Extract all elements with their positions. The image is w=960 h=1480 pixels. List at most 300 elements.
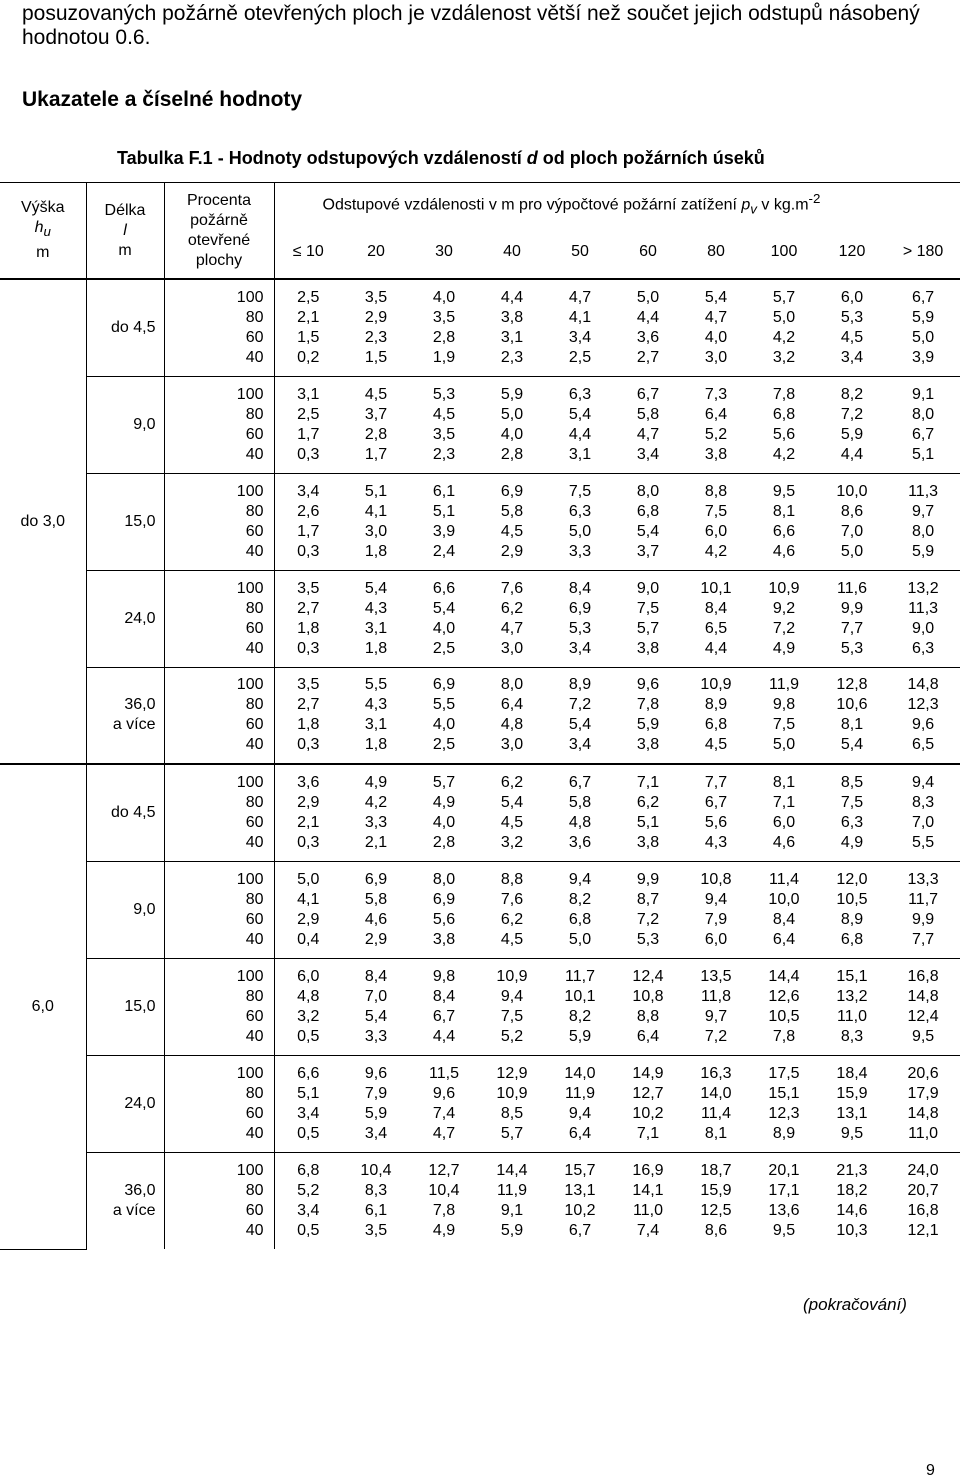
distance-value: 8,9 bbox=[840, 910, 864, 928]
distance-value: 10,1 bbox=[564, 987, 596, 1005]
percent-value: 60 bbox=[245, 716, 264, 734]
distance-cell bbox=[342, 861, 410, 958]
length-cell: 9,0 bbox=[86, 861, 164, 958]
distance-cell bbox=[682, 861, 750, 958]
distance-value: 4,4 bbox=[636, 308, 660, 326]
distance-value: 8,1 bbox=[772, 773, 796, 791]
distance-value: 3,2 bbox=[500, 833, 524, 851]
percent-value: 60 bbox=[245, 425, 264, 443]
distance-value: 6,7 bbox=[911, 288, 935, 306]
distance-value: 8,4 bbox=[704, 599, 728, 617]
load-header-3: 40 bbox=[503, 242, 521, 260]
distance-cell bbox=[614, 570, 682, 667]
distance-cell bbox=[410, 764, 478, 861]
distance-value: 5,1 bbox=[432, 502, 456, 520]
distance-value: 4,3 bbox=[364, 599, 388, 617]
table-row bbox=[0, 861, 960, 958]
distance-value: 12,4 bbox=[907, 1007, 939, 1025]
distance-value: 8,6 bbox=[704, 1221, 728, 1239]
distance-value: 5,9 bbox=[911, 542, 935, 560]
distance-value: 5,7 bbox=[500, 1124, 524, 1142]
distance-value: 8,3 bbox=[364, 1181, 388, 1199]
distance-value: 13,3 bbox=[907, 870, 939, 888]
distance-value: 4,1 bbox=[568, 308, 592, 326]
distance-value: 7,2 bbox=[568, 696, 592, 714]
percent-cell bbox=[164, 1152, 274, 1249]
distance-value: 0,5 bbox=[297, 1124, 320, 1142]
distance-cell bbox=[546, 958, 614, 1055]
distance-value: 5,8 bbox=[364, 890, 388, 908]
distance-value: 11,4 bbox=[701, 1104, 731, 1122]
distance-value: 9,9 bbox=[911, 910, 935, 928]
distance-value: 12,6 bbox=[768, 987, 800, 1005]
distance-value: 8,7 bbox=[636, 890, 660, 908]
distance-value: 2,4 bbox=[432, 542, 456, 560]
distance-value: 10,5 bbox=[768, 1007, 800, 1025]
percent-value: 60 bbox=[245, 813, 264, 831]
distance-cell bbox=[886, 861, 960, 958]
distance-value: 10,0 bbox=[768, 890, 800, 908]
distance-value: 5,3 bbox=[840, 308, 864, 326]
distance-value: 4,1 bbox=[297, 890, 320, 908]
distance-cell bbox=[682, 764, 750, 861]
distance-value: 5,0 bbox=[772, 736, 796, 754]
distance-value: 5,7 bbox=[636, 619, 660, 637]
distance-cell bbox=[750, 376, 818, 473]
distance-value: 1,8 bbox=[297, 619, 320, 637]
distance-value: 4,4 bbox=[568, 425, 592, 443]
distance-value: 5,8 bbox=[568, 793, 592, 811]
distance-value: 4,0 bbox=[432, 619, 456, 637]
distance-value: 14,0 bbox=[700, 1084, 732, 1102]
section-heading: Ukazatele a číselné hodnoty bbox=[22, 88, 303, 111]
distance-value: 6,1 bbox=[432, 482, 456, 500]
distance-value: 0,3 bbox=[297, 736, 320, 754]
distance-value: 4,7 bbox=[636, 425, 660, 443]
distance-cell bbox=[614, 473, 682, 570]
distance-cell bbox=[614, 279, 682, 376]
distance-cell bbox=[478, 764, 546, 861]
distance-cell bbox=[410, 473, 478, 570]
distance-value: 6,8 bbox=[704, 716, 728, 734]
distance-value: 4,6 bbox=[772, 833, 796, 851]
distance-value: 7,5 bbox=[704, 502, 728, 520]
distance-value: 5,3 bbox=[432, 385, 456, 403]
distance-value: 8,4 bbox=[364, 967, 388, 985]
distance-value: 9,8 bbox=[772, 696, 796, 714]
percent-value: 80 bbox=[245, 1181, 264, 1199]
distance-value: 3,5 bbox=[364, 288, 388, 306]
distance-cell bbox=[818, 764, 886, 861]
distance-value: 13,2 bbox=[907, 579, 939, 597]
distance-value: 2,7 bbox=[636, 348, 660, 366]
distance-value: 8,8 bbox=[636, 1007, 660, 1025]
distance-value: 12,0 bbox=[836, 870, 868, 888]
distance-value: 1,8 bbox=[297, 716, 320, 734]
distance-cell bbox=[342, 376, 410, 473]
percent-cell bbox=[164, 1055, 274, 1152]
distance-value: 10,9 bbox=[496, 967, 528, 985]
distance-cell bbox=[274, 376, 342, 473]
distance-cell bbox=[886, 376, 960, 473]
distance-cell bbox=[750, 861, 818, 958]
distance-value: 3,7 bbox=[364, 405, 388, 423]
distance-value: 5,7 bbox=[432, 773, 456, 791]
distance-value: 5,9 bbox=[636, 716, 660, 734]
distance-cell bbox=[342, 667, 410, 764]
distance-value: 4,6 bbox=[772, 542, 796, 560]
distance-value: 7,5 bbox=[840, 793, 864, 811]
distance-cell bbox=[274, 1152, 342, 1249]
distance-value: 4,5 bbox=[500, 930, 524, 948]
distance-cell bbox=[886, 279, 960, 376]
distance-value: 11,3 bbox=[908, 482, 939, 500]
distance-value: 3,5 bbox=[432, 425, 456, 443]
distances-header-exponent: -2 bbox=[808, 191, 821, 207]
distance-value: 9,0 bbox=[636, 579, 660, 597]
distance-cell bbox=[682, 570, 750, 667]
distance-value: 7,0 bbox=[840, 522, 864, 540]
percent-value: 80 bbox=[245, 1084, 264, 1102]
distance-value: 6,7 bbox=[911, 425, 935, 443]
height-cell: 6,0 bbox=[0, 764, 86, 1249]
length-header bbox=[86, 183, 164, 280]
distance-value: 3,6 bbox=[568, 833, 592, 851]
table-row bbox=[0, 667, 960, 764]
distance-value: 13,1 bbox=[836, 1104, 868, 1122]
percent-cell bbox=[164, 764, 274, 861]
distance-cell bbox=[750, 279, 818, 376]
distance-value: 11,9 bbox=[497, 1181, 527, 1199]
table-row bbox=[0, 764, 960, 861]
distance-value: 11,8 bbox=[701, 987, 731, 1005]
distance-value: 7,1 bbox=[636, 1124, 660, 1142]
distance-value: 5,9 bbox=[840, 425, 864, 443]
distance-cell bbox=[614, 1055, 682, 1152]
distance-value: 14,8 bbox=[907, 676, 939, 694]
distance-value: 8,8 bbox=[500, 870, 524, 888]
distance-value: 8,5 bbox=[840, 773, 864, 791]
distance-cell bbox=[478, 279, 546, 376]
distance-value: 3,3 bbox=[568, 542, 592, 560]
distance-value: 12,7 bbox=[632, 1084, 664, 1102]
length-header-label: Délka bbox=[104, 201, 146, 219]
distance-value: 9,8 bbox=[432, 967, 456, 985]
percent-value: 80 bbox=[245, 405, 264, 423]
distance-value: 4,2 bbox=[772, 328, 796, 346]
distance-cell bbox=[682, 376, 750, 473]
distance-value: 10,3 bbox=[836, 1221, 868, 1239]
distance-value: 2,3 bbox=[500, 348, 524, 366]
percent-cell bbox=[164, 667, 274, 764]
distance-value: 13,1 bbox=[564, 1181, 596, 1199]
table-row bbox=[0, 1152, 960, 1249]
distance-value: 3,4 bbox=[297, 1104, 320, 1122]
height-header-unit: m bbox=[36, 243, 50, 261]
percent-value: 100 bbox=[236, 773, 264, 791]
distance-value: 5,1 bbox=[364, 482, 388, 500]
distance-value: 8,4 bbox=[772, 910, 796, 928]
distance-value: 3,5 bbox=[297, 676, 320, 694]
distance-value: 4,5 bbox=[840, 328, 864, 346]
distance-value: 10,4 bbox=[428, 1181, 460, 1199]
distance-cell bbox=[342, 958, 410, 1055]
distance-value: 5,4 bbox=[432, 599, 456, 617]
distance-value: 8,6 bbox=[840, 502, 864, 520]
distance-cell bbox=[274, 570, 342, 667]
distance-value: 4,0 bbox=[704, 328, 728, 346]
percent-cell bbox=[164, 376, 274, 473]
percent-value: 80 bbox=[245, 890, 264, 908]
distances-header-symbol: p bbox=[741, 196, 751, 214]
distance-value: 7,0 bbox=[911, 813, 935, 831]
distance-value: 3,8 bbox=[500, 308, 524, 326]
distance-value: 8,2 bbox=[568, 1007, 592, 1025]
distance-value: 11,0 bbox=[837, 1007, 867, 1025]
distance-value: 8,5 bbox=[500, 1104, 524, 1122]
distance-cell bbox=[750, 1152, 818, 1249]
distance-value: 6,9 bbox=[500, 482, 524, 500]
distance-value: 0,3 bbox=[297, 639, 320, 657]
distance-value: 10,0 bbox=[836, 482, 868, 500]
distance-value: 6,0 bbox=[704, 522, 728, 540]
distance-cell bbox=[478, 1055, 546, 1152]
distance-value: 2,5 bbox=[432, 639, 456, 657]
distance-value: 6,0 bbox=[840, 288, 864, 306]
distance-value: 5,5 bbox=[432, 696, 456, 714]
distance-value: 5,9 bbox=[911, 308, 935, 326]
distance-value: 5,4 bbox=[568, 405, 592, 423]
distance-value: 12,3 bbox=[768, 1104, 800, 1122]
distance-value: 6,7 bbox=[636, 385, 660, 403]
distance-value: 5,9 bbox=[500, 385, 524, 403]
distance-value: 6,5 bbox=[911, 736, 935, 754]
length-cell: 15,0 bbox=[86, 958, 164, 1055]
table-row bbox=[0, 376, 960, 473]
distance-cell bbox=[546, 279, 614, 376]
distance-cell bbox=[818, 861, 886, 958]
distance-value: 7,2 bbox=[636, 910, 660, 928]
distance-value: 1,8 bbox=[364, 639, 388, 657]
distance-value: 6,5 bbox=[704, 619, 728, 637]
distance-value: 10,1 bbox=[700, 579, 732, 597]
distance-value: 4,0 bbox=[432, 813, 456, 831]
distance-value: 1,9 bbox=[432, 348, 456, 366]
distance-value: 7,1 bbox=[636, 773, 660, 791]
distance-value: 9,5 bbox=[772, 1221, 796, 1239]
distance-value: 5,7 bbox=[772, 288, 796, 306]
distance-value: 5,3 bbox=[636, 930, 660, 948]
distance-cell bbox=[682, 667, 750, 764]
distance-value: 4,4 bbox=[840, 445, 864, 463]
distance-table bbox=[0, 182, 960, 1250]
distance-value: 8,2 bbox=[840, 385, 864, 403]
distance-value: 3,3 bbox=[364, 813, 388, 831]
height-header-sub: u bbox=[43, 224, 51, 240]
distance-value: 2,6 bbox=[297, 502, 320, 520]
distance-value: 9,6 bbox=[432, 1084, 456, 1102]
distance-value: 2,9 bbox=[297, 910, 320, 928]
distance-cell bbox=[614, 764, 682, 861]
distance-value: 10,9 bbox=[768, 579, 800, 597]
distance-value: 11,6 bbox=[837, 579, 867, 597]
distance-value: 3,2 bbox=[297, 1007, 320, 1025]
distance-value: 12,4 bbox=[632, 967, 664, 985]
distance-value: 9,4 bbox=[500, 987, 524, 1005]
distance-value: 9,6 bbox=[636, 676, 660, 694]
distance-value: 5,4 bbox=[840, 736, 864, 754]
distance-cell bbox=[274, 473, 342, 570]
distance-value: 4,5 bbox=[500, 522, 524, 540]
distance-value: 5,0 bbox=[636, 288, 660, 306]
distance-value: 7,8 bbox=[432, 1201, 456, 1219]
percent-value: 40 bbox=[245, 1124, 264, 1142]
distance-value: 5,0 bbox=[568, 522, 592, 540]
distance-value: 4,5 bbox=[704, 736, 728, 754]
distance-value: 18,7 bbox=[700, 1161, 732, 1179]
distance-value: 10,8 bbox=[700, 870, 732, 888]
distance-value: 5,0 bbox=[568, 930, 592, 948]
distance-cell bbox=[342, 473, 410, 570]
distance-value: 4,9 bbox=[840, 833, 864, 851]
table-row bbox=[0, 1055, 960, 1152]
distance-value: 11,5 bbox=[429, 1064, 459, 1082]
distance-value: 0,5 bbox=[297, 1027, 320, 1045]
load-header-2: 30 bbox=[435, 242, 453, 260]
distance-value: 7,2 bbox=[840, 405, 864, 423]
distance-value: 17,9 bbox=[907, 1084, 939, 1102]
distance-cell bbox=[818, 473, 886, 570]
table-row bbox=[0, 958, 960, 1055]
distance-value: 6,6 bbox=[297, 1064, 320, 1082]
distance-cell bbox=[886, 1055, 960, 1152]
percent-value: 60 bbox=[245, 619, 264, 637]
distance-value: 7,6 bbox=[500, 890, 524, 908]
distance-value: 14,9 bbox=[632, 1064, 664, 1082]
distance-value: 2,9 bbox=[364, 930, 388, 948]
distance-value: 9,7 bbox=[704, 1007, 728, 1025]
distance-value: 8,3 bbox=[911, 793, 935, 811]
distance-value: 3,0 bbox=[704, 348, 728, 366]
distance-value: 5,0 bbox=[500, 405, 524, 423]
distance-value: 13,2 bbox=[836, 987, 868, 1005]
distance-value: 6,9 bbox=[568, 599, 592, 617]
distance-value: 2,8 bbox=[432, 328, 456, 346]
distance-value: 3,6 bbox=[636, 328, 660, 346]
distance-value: 7,4 bbox=[432, 1104, 456, 1122]
distance-cell bbox=[342, 570, 410, 667]
distance-value: 2,9 bbox=[364, 308, 388, 326]
distance-value: 9,1 bbox=[911, 385, 935, 403]
distance-value: 4,0 bbox=[500, 425, 524, 443]
percent-value: 40 bbox=[245, 930, 264, 948]
distance-value: 7,7 bbox=[911, 930, 935, 948]
distance-value: 8,1 bbox=[704, 1124, 728, 1142]
distance-value: 4,0 bbox=[432, 288, 456, 306]
height-header-label: Výška bbox=[20, 199, 65, 217]
percent-header: Procenta požárně otevřené plochy bbox=[164, 183, 274, 280]
load-header-5: 60 bbox=[639, 242, 657, 260]
distance-value: 6,4 bbox=[568, 1124, 592, 1142]
distance-value: 10,2 bbox=[564, 1201, 596, 1219]
distance-value: 3,4 bbox=[636, 445, 660, 463]
distance-value: 5,9 bbox=[568, 1027, 592, 1045]
distance-value: 3,6 bbox=[297, 773, 320, 791]
distance-value: 5,2 bbox=[704, 425, 728, 443]
percent-value: 80 bbox=[245, 308, 264, 326]
distance-value: 9,7 bbox=[911, 502, 935, 520]
distance-value: 7,6 bbox=[500, 579, 524, 597]
distance-value: 4,3 bbox=[704, 833, 728, 851]
distance-cell bbox=[342, 279, 410, 376]
distance-value: 6,7 bbox=[704, 793, 728, 811]
distance-value: 0,4 bbox=[297, 930, 320, 948]
percent-value: 60 bbox=[245, 910, 264, 928]
distance-value: 5,9 bbox=[364, 1104, 388, 1122]
distance-value: 2,1 bbox=[297, 308, 320, 326]
distance-cell bbox=[274, 764, 342, 861]
percent-value: 100 bbox=[236, 870, 264, 888]
distance-value: 3,1 bbox=[364, 619, 388, 637]
distance-value: 6,7 bbox=[568, 1221, 592, 1239]
percent-value: 80 bbox=[245, 502, 264, 520]
distance-value: 6,4 bbox=[636, 1027, 660, 1045]
percent-value: 40 bbox=[245, 639, 264, 657]
distance-value: 2,8 bbox=[500, 445, 524, 463]
percent-value: 100 bbox=[236, 1064, 264, 1082]
table-title-suffix: od ploch požárních úseků bbox=[537, 148, 765, 168]
distance-value: 7,9 bbox=[364, 1084, 388, 1102]
distance-value: 16,9 bbox=[632, 1161, 664, 1179]
distance-value: 8,0 bbox=[500, 676, 524, 694]
distance-value: 14,1 bbox=[632, 1181, 664, 1199]
distance-cell bbox=[546, 1055, 614, 1152]
distance-value: 3,5 bbox=[432, 308, 456, 326]
distance-value: 2,5 bbox=[297, 405, 320, 423]
distance-cell bbox=[750, 667, 818, 764]
distance-value: 4,3 bbox=[364, 696, 388, 714]
distance-cell bbox=[274, 667, 342, 764]
distance-cell bbox=[750, 958, 818, 1055]
distance-value: 12,7 bbox=[428, 1161, 460, 1179]
distance-cell bbox=[342, 764, 410, 861]
distance-value: 3,0 bbox=[500, 736, 524, 754]
distance-cell bbox=[886, 473, 960, 570]
distance-value: 7,4 bbox=[636, 1221, 660, 1239]
distance-value: 6,4 bbox=[500, 696, 524, 714]
distance-value: 11,0 bbox=[633, 1201, 663, 1219]
distances-header bbox=[274, 183, 960, 226]
distance-value: 16,8 bbox=[907, 967, 939, 985]
distance-value: 5,6 bbox=[432, 910, 456, 928]
distance-value: 10,2 bbox=[632, 1104, 664, 1122]
distance-value: 1,5 bbox=[297, 328, 320, 346]
percent-value: 60 bbox=[245, 1104, 264, 1122]
distance-value: 2,1 bbox=[364, 833, 388, 851]
distance-value: 1,7 bbox=[364, 445, 388, 463]
distance-value: 6,1 bbox=[364, 1201, 388, 1219]
distance-value: 7,8 bbox=[772, 385, 796, 403]
distance-cell bbox=[886, 764, 960, 861]
distance-value: 6,7 bbox=[568, 773, 592, 791]
distance-value: 5,3 bbox=[568, 619, 592, 637]
distance-cell bbox=[750, 570, 818, 667]
distance-value: 8,2 bbox=[568, 890, 592, 908]
distance-cell bbox=[478, 1152, 546, 1249]
distance-value: 6,9 bbox=[432, 676, 456, 694]
distance-value: 2,9 bbox=[500, 542, 524, 560]
distance-value: 2,3 bbox=[364, 328, 388, 346]
